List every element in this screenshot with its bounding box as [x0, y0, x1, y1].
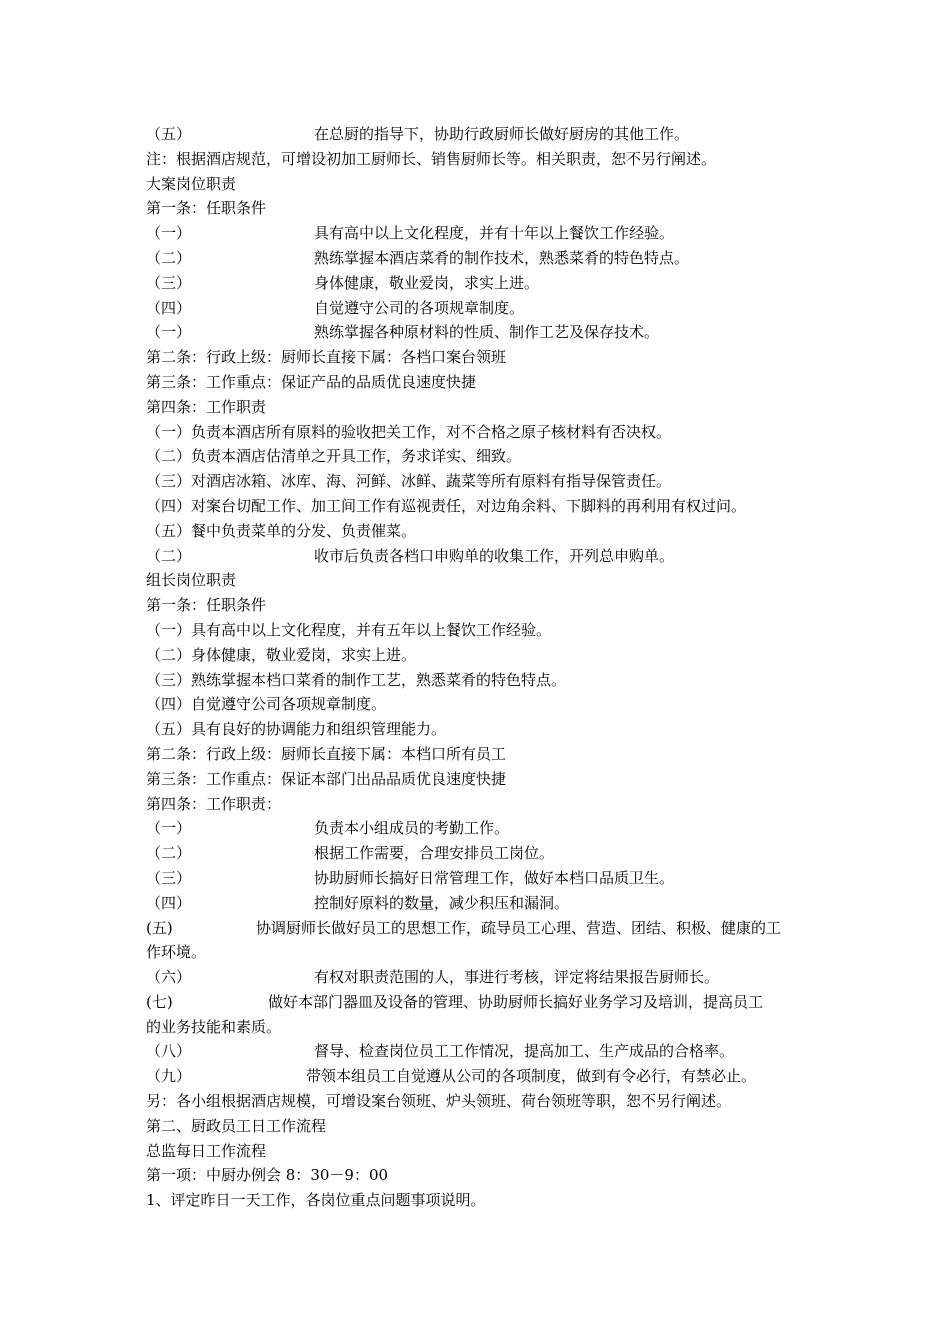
item-number: (七)	[146, 992, 173, 1011]
article-text: 第二条：行政上级：厨师长直接下属：本档口所有员工	[146, 744, 507, 763]
duty-item	[146, 122, 810, 147]
duty-item	[146, 816, 810, 841]
item-number: （三）	[146, 273, 192, 292]
item-text: （二）身体健康，敬业爱岗，求实上进。	[146, 645, 417, 664]
item-number: （九）	[146, 1067, 192, 1086]
item-text: （一）具有高中以上文化程度，并有五年以上餐饮工作经验。	[146, 620, 552, 639]
item-text: 带领本组员工自觉遵从公司的各项制度，做到有令必行，有禁必止。	[306, 1067, 757, 1086]
duty-item	[146, 246, 810, 271]
duty-item	[146, 519, 810, 544]
item-number: （二）	[146, 844, 192, 863]
item-text: 根据工作需要，合理安排员工岗位。	[314, 844, 555, 863]
duty-item	[146, 717, 810, 742]
item-text-continuation: 作环境。	[146, 943, 207, 962]
article-text: 第三条：工作重点：保证产品的品质优良速度快捷	[146, 372, 477, 391]
duty-item	[146, 916, 810, 941]
item-number: （八）	[146, 1042, 192, 1061]
item-text: （四）自觉遵守公司各项规章制度。	[146, 695, 387, 714]
article-text: 第四条：工作职责：	[146, 794, 282, 813]
item-text: 自觉遵守公司的各项规章制度。	[314, 298, 525, 317]
item-text: 熟练掌握本酒店菜肴的制作技术，熟悉菜肴的特色特点。	[314, 248, 690, 267]
item-text: 在总厨的指导下，协助行政厨师长做好厨房的其他工作。	[314, 125, 690, 143]
article-heading	[146, 792, 810, 817]
item-text: 控制好原料的数量，减少积压和漏洞。	[314, 893, 570, 912]
item-text: 具有高中以上文化程度，并有十年以上餐饮工作经验。	[314, 224, 675, 243]
duty-item	[146, 320, 810, 345]
duty-item	[146, 469, 810, 494]
duty-item	[146, 965, 810, 990]
item-number: （四）	[146, 298, 192, 317]
item-text: 身体健康，敬业爱岗，求实上进。	[314, 273, 540, 292]
section-heading	[146, 172, 810, 197]
item-number: （二）	[146, 248, 192, 267]
article-text: 第四条：工作职责	[146, 397, 267, 416]
item-text: （一）负责本酒店所有原料的验收把关工作，对不合格之原子核材料有否决权。	[146, 422, 672, 441]
article-heading	[146, 196, 810, 221]
duty-item	[146, 544, 810, 569]
note-line	[146, 1089, 810, 1114]
section-heading	[146, 568, 810, 593]
duty-item	[146, 692, 810, 717]
heading-text: 第二、厨政员工日工作流程	[146, 1116, 327, 1135]
item-text: （四）对案台切配工作、加工间工作有巡视责任，对边角余料、下脚料的再利用有权过问。	[146, 496, 747, 515]
duty-item	[146, 1188, 810, 1213]
duty-item	[146, 444, 810, 469]
duty-item	[146, 841, 810, 866]
article-text: 第一项：中厨办例会 8：30－9：00	[146, 1166, 389, 1185]
article-heading	[146, 742, 810, 767]
article-heading	[146, 345, 810, 370]
item-text: 协调厨师长做好员工的思想工作，疏导员工心理、营造、团结、积极、健康的工	[256, 918, 782, 937]
duty-item	[146, 1064, 810, 1089]
duty-item	[146, 296, 810, 321]
article-text: 第二条：行政上级：厨师长直接下属：各档口案台领班	[146, 348, 507, 367]
section-heading	[146, 1114, 810, 1139]
duty-item	[146, 1039, 810, 1064]
note-text: 另：各小组根据酒店规模，可增设案台领班、炉头领班、荷台领班等职，恕不另行阐述。	[146, 1092, 732, 1111]
item-text: 督导、检查岗位员工工作情况，提高加工、生产成品的合格率。	[314, 1042, 735, 1061]
duty-item	[146, 271, 810, 296]
item-number: （六）	[146, 968, 192, 987]
item-text: （三）熟练掌握本档口菜肴的制作工艺，熟悉菜肴的特色特点。	[146, 670, 567, 689]
heading-text: 大案岗位职责	[146, 174, 237, 193]
item-number: （三）	[146, 868, 192, 887]
duty-item	[146, 618, 810, 643]
article-text: 第三条：工作重点：保证本部门出品品质优良速度快捷	[146, 769, 507, 788]
item-text: 有权对职责范围的人，事进行考核，评定将结果报告厨师长。	[314, 968, 720, 987]
duty-item	[146, 420, 810, 445]
duty-item-continuation	[146, 940, 810, 965]
item-text: （三）对酒店冰箱、冰库、海、河鲜、冰鲜、蔬菜等所有原料有指导保管责任。	[146, 472, 672, 491]
article-heading	[146, 593, 810, 618]
heading-text: 总监每日工作流程	[146, 1141, 267, 1160]
section-heading	[146, 1139, 810, 1164]
item-number: （一）	[146, 819, 192, 838]
note-text: 注：根据酒店规范，可增设初加工厨师长、销售厨师长等。相关职责，恕不另行阐述。	[146, 149, 717, 168]
article-heading	[146, 395, 810, 420]
duty-item	[146, 866, 810, 891]
item-text: 负责本小组成员的考勤工作。	[314, 819, 510, 838]
item-text: 协助厨师长搞好日常管理工作，做好本档口品质卫生。	[314, 868, 675, 887]
document-page	[146, 122, 810, 1213]
duty-item	[146, 891, 810, 916]
duty-item	[146, 668, 810, 693]
article-text: 第一条：任职条件	[146, 596, 267, 615]
item-text: （五）具有良好的协调能力和组织管理能力。	[146, 720, 447, 739]
article-text: 第一条：任职条件	[146, 199, 267, 218]
item-text-continuation: 的业务技能和素质。	[146, 1017, 282, 1036]
duty-item	[146, 643, 810, 668]
duty-item	[146, 221, 810, 246]
item-number: （四）	[146, 893, 192, 912]
item-text: （五）餐中负责菜单的分发、负责催菜。	[146, 521, 417, 540]
item-text: 1、评定昨日一天工作，各岗位重点问题事项说明。	[146, 1191, 486, 1210]
item-number: （一）	[146, 323, 192, 342]
article-heading	[146, 767, 810, 792]
item-text: 做好本部门器皿及设备的管理、协助厨师长搞好业务学习及培训，提高员工	[268, 992, 764, 1011]
duty-item-continuation	[146, 1015, 810, 1040]
article-heading	[146, 1163, 810, 1188]
item-text: （二）负责本酒店估清单之开具工作，务求详实、细致。	[146, 447, 522, 466]
note-line	[146, 147, 810, 172]
item-text: 收市后负责各档口申购单的收集工作，开列总申购单。	[314, 546, 675, 565]
item-number: （五）	[146, 125, 192, 143]
item-number: （一）	[146, 224, 192, 243]
duty-item	[146, 990, 810, 1015]
heading-text: 组长岗位职责	[146, 571, 237, 590]
item-text: 熟练掌握各种原材料的性质、制作工艺及保存技术。	[314, 323, 660, 342]
item-number: (五)	[146, 918, 173, 937]
article-heading	[146, 370, 810, 395]
item-number: （二）	[146, 546, 192, 565]
duty-item	[146, 494, 810, 519]
